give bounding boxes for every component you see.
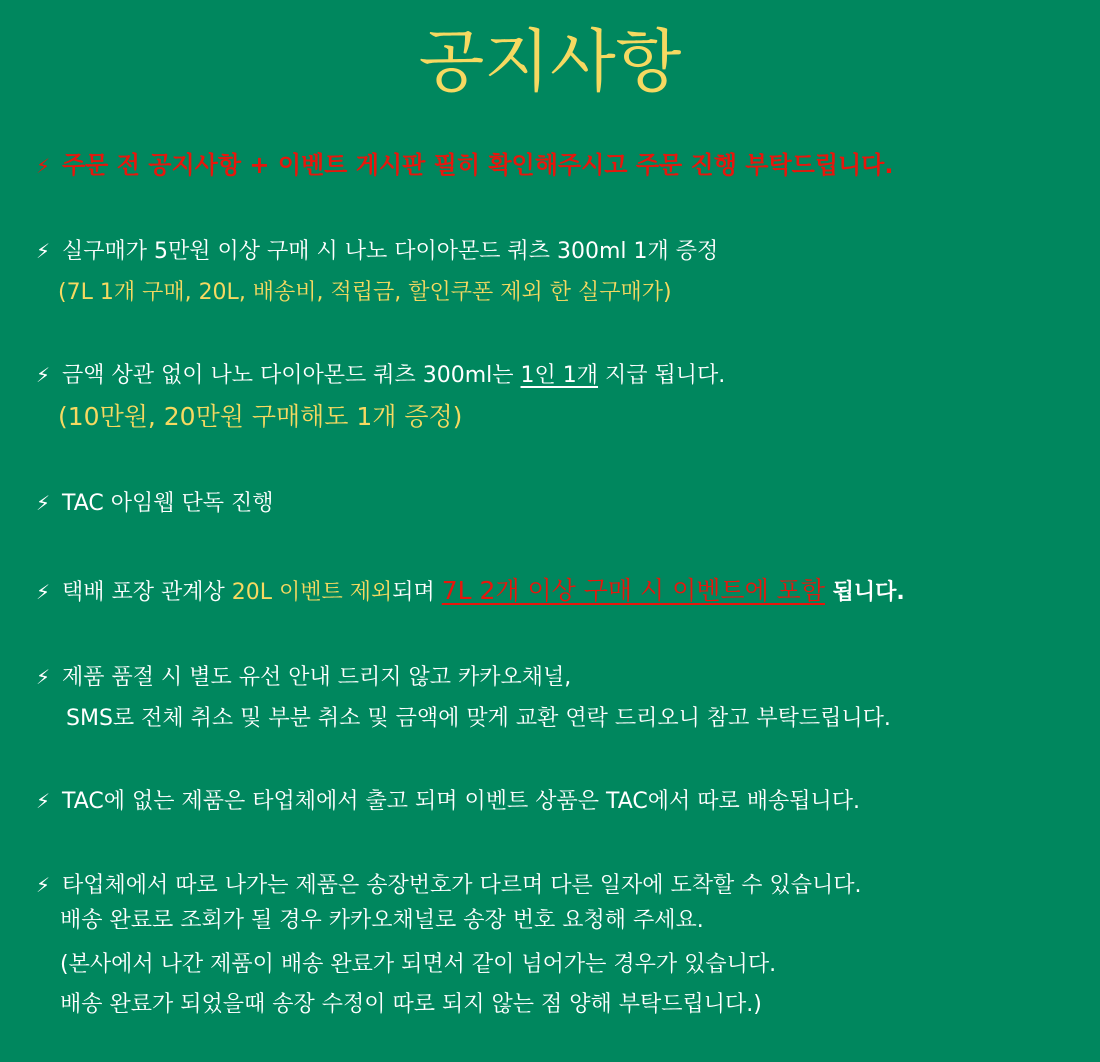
notice-packaging-text-1: 택배 포장 관계상 (62, 580, 232, 605)
notice-tracking (36, 870, 862, 901)
page-title: 공지사항 (418, 23, 682, 102)
notice-other-vendor-text: TAC에 없는 제품은 타업체에서 출고 되며 이벤트 상품은 TAC에서 따로 배송됩니다. (62, 789, 860, 814)
notice-order-check (36, 148, 893, 183)
notice-gift-condition (36, 236, 718, 267)
notice-tracking-line3: (본사에서 나간 제품이 배송 완료가 되면서 같이 넘어가는 경우가 있습니다. (60, 952, 777, 977)
notice-gift-condition-text: 실구매가 5만원 이상 구매 시 나노 다이아몬드 쿼츠 300ml 1개 증정 (62, 239, 719, 264)
notice-exclusive-text: TAC 아임웹 단독 진행 (62, 491, 274, 516)
lightning-bolt-icon: ⚡ (36, 239, 51, 263)
lightning-bolt-icon: ⚡ (36, 491, 51, 515)
notice-out-of-stock-text: 제품 품절 시 별도 유선 안내 드리지 않고 카카오채널, (62, 665, 572, 690)
lightning-bolt-icon: ⚡ (36, 363, 51, 387)
notice-one-per-person-text-a: 금액 상관 없이 나노 다이아몬드 쿼츠 300ml는 (62, 363, 521, 388)
notice-packaging-excluded: 20L 이벤트 제외 (231, 580, 393, 605)
lightning-bolt-icon: ⚡ (36, 665, 51, 689)
lightning-bolt-icon: ⚡ (36, 154, 51, 178)
lightning-bolt-icon: ⚡ (36, 873, 51, 897)
notice-out-of-stock-line2: SMS로 전체 취소 및 부분 취소 및 금액에 맞게 교환 연락 드리오니 참고 부탁드립니다. (66, 706, 891, 731)
lightning-bolt-icon: ⚡ (36, 789, 51, 813)
notice-one-per-person-text-c: 지급 됩니다. (598, 363, 726, 388)
notice-other-vendor (36, 786, 860, 817)
notice-out-of-stock (36, 662, 571, 693)
notice-tracking-line2: 배송 완료로 조회가 될 경우 카카오채널로 송장 번호 요청해 주세요. (60, 908, 704, 933)
notice-order-check-text: 주문 전 공지사항 + 이벤트 게시판 필히 확인해주시고 주문 진행 부탁드립니다. (62, 151, 894, 179)
notice-tracking-text: 타업체에서 따로 나가는 제품은 송장번호가 다르며 다른 일자에 도착할 수 있습니다. (62, 873, 862, 898)
notice-tracking-line4: 배송 완료가 되었을때 송장 수정이 따로 되지 않는 점 양해 부탁드립니다.) (60, 992, 762, 1017)
notice-one-per-person-highlight: 1인 1개 (520, 363, 599, 388)
notice-exclusive (36, 488, 274, 519)
notice-packaging (36, 576, 905, 608)
lightning-bolt-icon: ⚡ (36, 580, 51, 604)
notice-packaging-text-3: 되며 (392, 580, 442, 605)
notice-gift-condition-note: (7L 1개 구매, 20L, 배송비, 적립금, 할인쿠폰 제외 한 실구매가) (58, 280, 672, 305)
notice-one-per-person-note: (10만원, 20만원 구매해도 1개 증정) (58, 402, 463, 431)
notice-packaging-included: 7L 2개 이상 구매 시 이벤트에 포함 (441, 576, 825, 605)
notice-one-per-person (36, 360, 725, 391)
notice-packaging-text-5: 됩니다. (824, 580, 905, 605)
